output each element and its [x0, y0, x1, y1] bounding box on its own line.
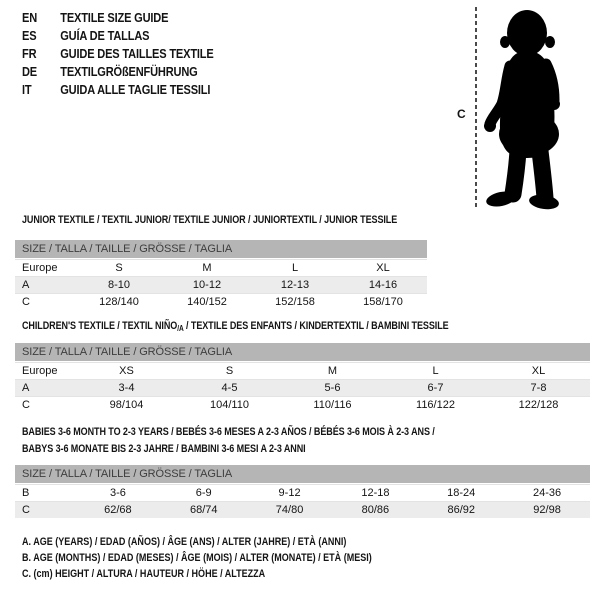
baby-silhouette-figure	[455, 5, 580, 210]
size-cell: 68/74	[189, 504, 218, 516]
size-cell: 86/92	[447, 504, 475, 516]
size-cell: 128/140	[99, 296, 139, 308]
language-row-es	[22, 27, 214, 45]
size-cell: 140/152	[187, 296, 227, 308]
size-cell: 98/104	[109, 399, 144, 411]
children-title-suffix: / TEXTILE DES ENFANTS / KINDERTEXTIL / BAMBINI TESSILE	[183, 320, 449, 332]
size-cell: 10-12	[192, 279, 222, 291]
size-cell: 62/68	[104, 504, 132, 516]
row-label: Europe	[22, 365, 58, 377]
size-cell: XL	[376, 262, 390, 274]
size-cell: 80/86	[361, 504, 390, 516]
language-title: GUIDA ALLE TAGLIE TESSILI	[60, 82, 211, 97]
row-label: A	[22, 279, 30, 291]
size-cell: 3-4	[118, 382, 135, 394]
language-code: ES	[22, 28, 37, 43]
table-row	[15, 396, 590, 413]
row-label: A	[22, 382, 30, 394]
row-label: B	[22, 487, 30, 499]
junior-section-title: JUNIOR TEXTILE / TEXTIL JUNIOR/ TEXTILE JUNIOR / JUNIORTEXTIL / JUNIOR TESSILE	[22, 214, 398, 226]
size-header-bar: SIZE / TALLA / TAILLE / GRÖSSE / TAGLIA	[15, 343, 590, 361]
junior-size-table	[15, 240, 427, 310]
table-row	[15, 501, 590, 518]
language-title: GUIDE DES TAILLES TEXTILE	[60, 46, 214, 61]
table-row	[15, 362, 590, 379]
table-row	[15, 379, 590, 396]
size-cell: 6-7	[427, 382, 444, 394]
size-cell: L	[291, 262, 299, 274]
size-cell: 122/128	[518, 399, 559, 411]
row-label: C	[22, 296, 30, 308]
babies-title-line1: BABIES 3-6 MONTH TO 2-3 YEARS / BEBÉS 3-6 MESES A 2-3 AÑOS / BÉBÉS 3-6 MOIS À 2-3 ANS /	[22, 426, 435, 438]
size-cell: 116/122	[416, 399, 455, 411]
footnotes	[22, 534, 449, 582]
baby-silhouette-icon	[484, 10, 560, 210]
size-cell: 5-6	[324, 382, 341, 394]
size-cell: 12-13	[280, 279, 310, 291]
size-cell: S	[115, 262, 123, 274]
language-code: EN	[22, 10, 38, 25]
height-measure-label: C	[457, 107, 466, 121]
size-cell: 4-5	[221, 382, 238, 394]
size-cell: 24-36	[532, 487, 562, 499]
babies-title-line2: BABYS 3-6 MONATE BIS 2-3 JAHRE / BAMBINI 3-6 MESI A 2-3 ANNI	[22, 443, 306, 455]
footnote-c: C. (cm) HEIGHT / ALTURA / HAUTEUR / HÖHE / ALTEZZA	[22, 568, 266, 580]
size-cell: 9-12	[278, 487, 301, 499]
size-cell: S	[225, 365, 234, 377]
table-row	[15, 276, 427, 293]
language-title-list	[22, 9, 247, 99]
size-cell: 18-24	[447, 487, 476, 499]
table-row	[15, 484, 590, 501]
language-row-en	[22, 9, 214, 27]
language-code: FR	[22, 46, 37, 61]
language-title: GUÍA DE TALLAS	[60, 28, 150, 43]
row-label: C	[22, 399, 30, 411]
row-label: C	[22, 504, 30, 516]
footnote-a: A. AGE (YEARS) / EDAD (AÑOS) / ÂGE (ANS) / ALTER (JAHRE) / ETÀ (ANNI)	[22, 536, 347, 548]
size-cell: 8-10	[107, 279, 131, 291]
size-cell: 6-9	[195, 487, 212, 499]
size-header-bar: SIZE / TALLA / TAILLE / GRÖSSE / TAGLIA	[15, 465, 590, 483]
size-cell: 158/170	[363, 296, 403, 308]
language-title: TEXTILE SIZE GUIDE	[60, 10, 169, 25]
language-row-de	[22, 63, 214, 81]
size-cell: 104/110	[210, 399, 249, 411]
size-cell: M	[327, 365, 338, 377]
size-cell: 110/116	[313, 399, 352, 411]
babies-size-table	[15, 465, 590, 518]
size-cell: 7-8	[530, 382, 547, 394]
size-cell: M	[202, 262, 212, 274]
children-title-subscript: /A	[177, 324, 184, 333]
size-cell: 14-16	[368, 279, 398, 291]
table-row	[15, 259, 427, 276]
size-cell: 12-18	[361, 487, 390, 499]
children-size-table	[15, 343, 590, 413]
size-cell: XS	[119, 365, 134, 377]
language-row-fr	[22, 45, 214, 63]
footnote-b: B. AGE (MONTHS) / EDAD (MESES) / ÂGE (MOIS) / ALTER (MONATE) / ETÀ (MESI)	[22, 552, 372, 564]
table-row	[15, 293, 427, 310]
language-code: DE	[22, 64, 38, 79]
language-title: TEXTILGRÖßENFÜHRUNG	[60, 64, 198, 79]
size-cell: XL	[531, 365, 546, 377]
language-row-it	[22, 81, 214, 99]
size-cell: L	[432, 365, 439, 377]
language-code: IT	[22, 82, 32, 97]
babies-section-title	[22, 424, 435, 458]
children-section-title	[22, 318, 449, 337]
size-cell: 74/80	[275, 504, 304, 516]
row-label: Europe	[22, 262, 58, 274]
size-cell: 3-6	[109, 487, 126, 499]
children-title-prefix: CHILDREN'S TEXTILE / TEXTIL NIÑO	[22, 320, 178, 332]
size-cell: 92/98	[533, 504, 561, 516]
size-cell: 152/158	[275, 296, 315, 308]
size-header-bar: SIZE / TALLA / TAILLE / GRÖSSE / TAGLIA	[15, 240, 427, 258]
